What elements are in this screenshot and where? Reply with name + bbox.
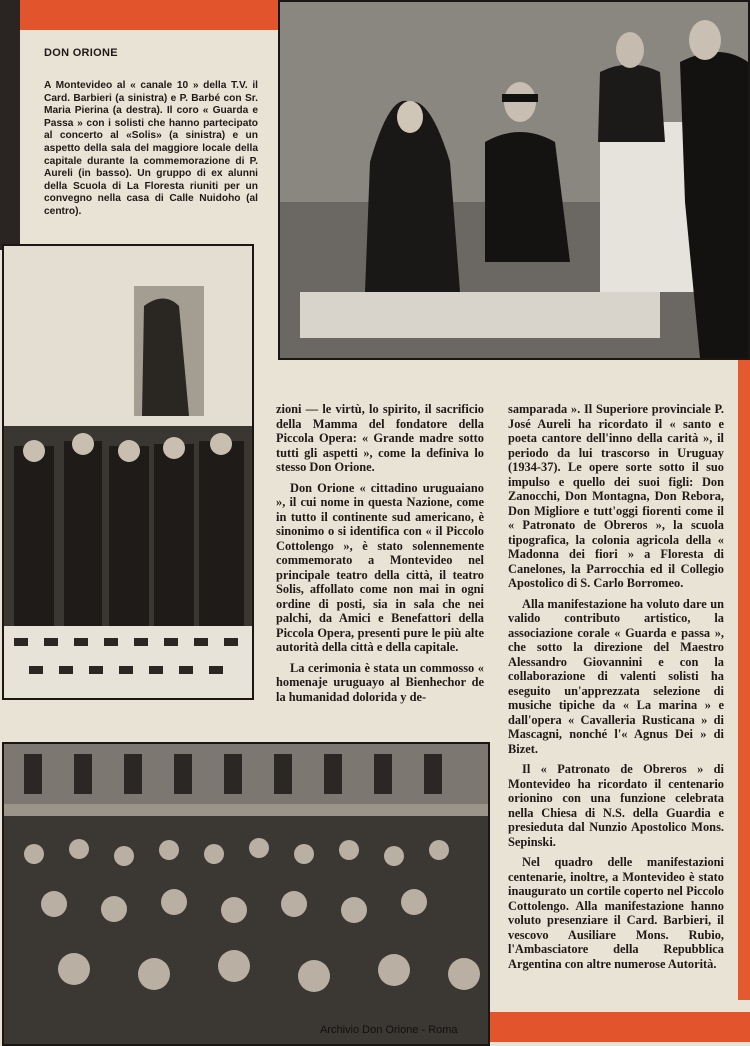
article-column-right — [508, 402, 724, 977]
accent-bar-right — [738, 360, 750, 1000]
article-paragraph: zioni — le virtù, lo spirito, il sacrificio della Mamma del fondatore della Piccola Opera: « Grande madre sotto tutti gli aspetti », come la definiva lo stesso Don Orione. — [276, 402, 484, 474]
page-edge-dark — [0, 0, 20, 250]
article-paragraph: Il « Patronato de Obreros » di Montevideo ha ricordato il centenario orionino con una funzione celebrata nella Chiesa di N.S. della Guardia e presieduta dal Nunzio Apostolico Mons. Sepinski. — [508, 762, 724, 849]
article-column-middle — [276, 402, 484, 710]
article-paragraph: Alla manifestazione ha voluto dare un valido contributo artistico, la associazione corale « Guarda e passa », che sotto la direzione del Maestro Alessandro Giovannini e con la collaborazione di valenti solisti ha eseguito un'apprezzata selezione di musiche tipiche da « La marina » e dall'opera « Cavalleria Rusticana » di Mascagni, nonché l'« Agnus Dei » di Bizet. — [508, 596, 724, 756]
photo-teatro-solis-audience — [2, 742, 490, 1046]
photo-caption: A Montevideo al « canale 10 » della T.V. il Card. Barbieri (a sinistra) e P. Barbé con Sr. Maria Pierina (a destra). Il coro « Guarda e Passa » con i solisti che hanno partecipato al concerto al «Solis» (a sinistra) e un aspetto della sala del maggiore locale della capitale durante la commemorazione di P. Aureli (in basso). Un gruppo di ex alunni della Scuola di La Floresta riuniti per un convegno nella casa di Calle Nuidoho (al centro). — [44, 80, 258, 217]
archive-footer: Archivio Don Orione - Roma — [320, 1024, 458, 1036]
article-paragraph: Nel quadro delle manifestazioni centenarie, inoltre, a Montevideo è stato inaugurato un cortile coperto nel Piccolo Cottolengo. Alla manifestazione hanno voluto presenziare il Card. Barbieri, il vescovo Ausiliare Mons. Rubio, l'Ambasciatore della Repubblica Argentina con altre numerose Autorità. — [508, 855, 724, 971]
article-paragraph: La cerimonia è stata un commosso « homenaje uruguayo al Bienhechor de la humanidad dolorida y de- — [276, 660, 484, 704]
photo-former-students — [2, 244, 254, 700]
photo-tv-studio — [278, 0, 750, 360]
accent-bar-bottom — [488, 1012, 750, 1042]
section-title: DON ORIONE — [44, 47, 118, 59]
article-paragraph: Don Orione « cittadino uruguaiano », il cui nome in questa Nazione, come in tutto il continente sud americano, è sinonimo o si identifica con « il Piccolo Cottolengo », è stato solennemente commemorato a Montevideo nel principale teatro della città, il teatro Solis, affollato come non mai in ogni ordine di posti, sia in sala che nei palchi, da Amici e Benefattori della Piccola Opera, presenti pure le più alte autorità della città e della capitale. — [276, 480, 484, 654]
accent-bar-top — [20, 0, 278, 30]
article-paragraph: samparada ». Il Superiore provinciale P. José Aureli ha ricordato il « santo e poeta cantore dell'inno della carità », il periodo da lui trascorso in Uruguay (1934-37). Le opere sorte sotto il suo impulso e quello dei suoi figli: Don Zanocchi, Don Montagna, Don Rebora, Don Migliore e tutt'oggi fiorenti come il « Patronato de Obreros », la scuola tipografica, la colonia agricola della « Madonna dei fiori » a Floresta di Canelones, la Parrocchia ed il Collegio Apostolico di S. Carlo Borromeo. — [508, 402, 724, 590]
